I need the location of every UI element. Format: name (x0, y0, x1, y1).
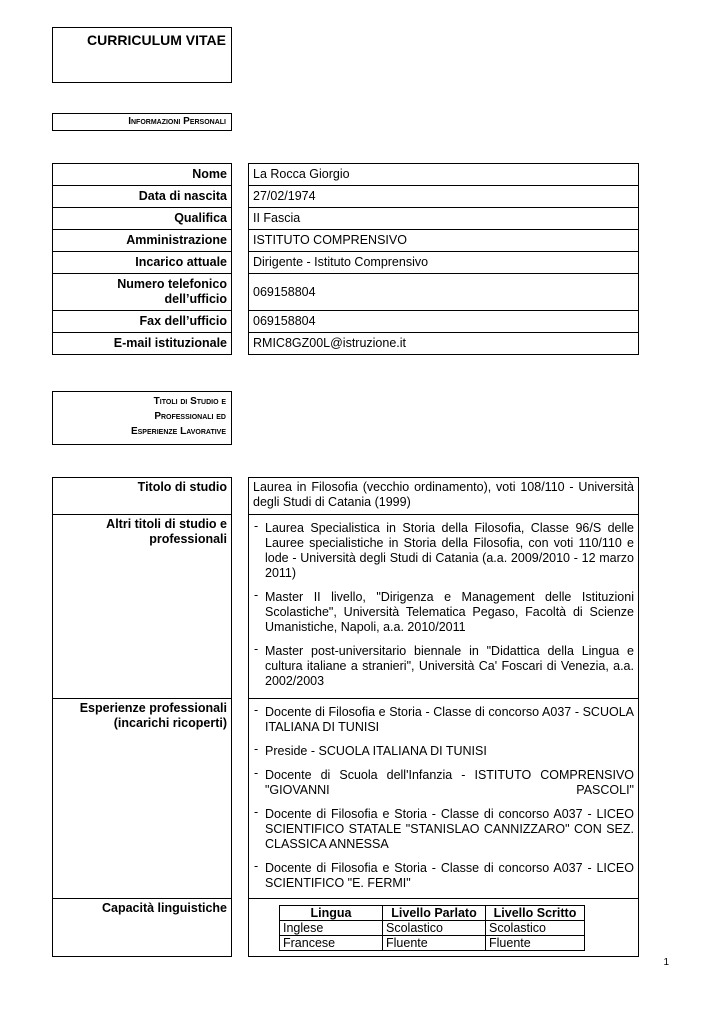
language-header: Lingua (280, 906, 383, 921)
list-item: - Laurea Specialistica in Storia della Filosofia, Classe 96/S delle Lauree specialistiche in Storia della Filosofia, con voti 110/110 e lode - Università degli Studi di Catania (a.a. 2009/2010 - 12 marzo 2011) (254, 519, 634, 580)
row-esperienze (53, 699, 639, 899)
language-header: Livello Parlato (383, 906, 486, 921)
list-item: - Docente di Scuola dell'Infanzia - ISTITUTO COMPRENSIVO "GIOVANNI PASCOLI" (254, 766, 634, 797)
info-label: Fax dell’ufficio (53, 311, 232, 333)
list-item: - Master II livello, "Dirigenza e Management delle Istituzioni Scolastiche", Università Telematica Pegaso, Facoltà di Scienze Umanistiche, Napoli, a.a. 2010/2011 (254, 588, 634, 634)
info-value: 27/02/1974 (249, 186, 639, 208)
language-cell: Fluente (383, 936, 486, 951)
section-heading-personal: Informazioni Personali (52, 113, 232, 131)
titolo-value: Laurea in Filosofia (vecchio ordinamento), voti 108/110 - Università degli Studi di Catania (1999) (249, 478, 639, 515)
cv-title-box (52, 27, 232, 83)
esperienze-label: Esperienze professionali (incarichi ricoperti) (53, 699, 232, 899)
altri-titoli-label: Altri titoli di studio e professionali (53, 515, 232, 699)
language-row (280, 936, 585, 951)
info-value: RMIC8GZ00L@istruzione.it (249, 333, 639, 355)
info-label: Incarico attuale (53, 252, 232, 274)
info-value: 069158804 (249, 274, 639, 311)
list-item: - Master post-universitario biennale in "Didattica della Lingua e cultura italiane a stranieri", Università Ca' Foscari di Venezia, a.a. 2002/2003 (254, 642, 634, 688)
info-value: ISTITUTO COMPRENSIVO (249, 230, 639, 252)
language-table (279, 905, 585, 951)
titolo-label: Titolo di studio (53, 478, 232, 515)
lingue-cell (249, 899, 639, 957)
page-number: 1 (663, 957, 669, 968)
info-label: Numero telefonico dell’ufficio (53, 274, 232, 311)
info-row-nome (53, 164, 639, 186)
info-row-qualifica (53, 208, 639, 230)
info-row-amministrazione (53, 230, 639, 252)
row-titolo-studio (53, 478, 639, 515)
info-value: 069158804 (249, 311, 639, 333)
language-row (280, 921, 585, 936)
info-value: La Rocca Giorgio (249, 164, 639, 186)
section-heading-studies: Titoli di Studio e Professionali ed Esperienze Lavorative (52, 391, 232, 445)
info-row-data-nascita (53, 186, 639, 208)
list-item: - Docente di Filosofia e Storia - Classe di concorso A037 - LICEO SCIENTIFICO STATALE "STANISLAO CANNIZZARO" CON SEZ. CLASSICA ANNESSA (254, 805, 634, 851)
studies-table (52, 477, 639, 957)
language-cell: Scolastico (383, 921, 486, 936)
personal-info-table (52, 163, 639, 355)
info-label: Nome (53, 164, 232, 186)
info-label: E-mail istituzionale (53, 333, 232, 355)
row-lingue (53, 899, 639, 957)
info-row-fax (53, 311, 639, 333)
info-row-telefono (53, 274, 639, 311)
cv-title: CURRICULUM VITAE (87, 32, 226, 48)
info-row-incarico (53, 252, 639, 274)
lingue-label: Capacità linguistiche (53, 899, 232, 957)
language-cell: Fluente (486, 936, 585, 951)
info-value: Dirigente - Istituto Comprensivo (249, 252, 639, 274)
info-label: Qualifica (53, 208, 232, 230)
list-item: - Docente di Filosofia e Storia - Classe di concorso A037 - LICEO SCIENTIFICO "E. FERMI" (254, 859, 634, 890)
info-label: Data di nascita (53, 186, 232, 208)
altri-titoli-list (249, 515, 639, 699)
row-altri-titoli (53, 515, 639, 699)
language-cell: Francese (280, 936, 383, 951)
esperienze-list (249, 699, 639, 899)
list-item: - Preside - SCUOLA ITALIANA DI TUNISI (254, 742, 487, 758)
info-label: Amministrazione (53, 230, 232, 252)
list-item: - Docente di Filosofia e Storia - Classe di concorso A037 - SCUOLA ITALIANA DI TUNISI (254, 703, 634, 734)
language-header-row (280, 906, 585, 921)
info-value: II Fascia (249, 208, 639, 230)
language-cell: Inglese (280, 921, 383, 936)
language-cell: Scolastico (486, 921, 585, 936)
language-header: Livello Scritto (486, 906, 585, 921)
info-row-email (53, 333, 639, 355)
